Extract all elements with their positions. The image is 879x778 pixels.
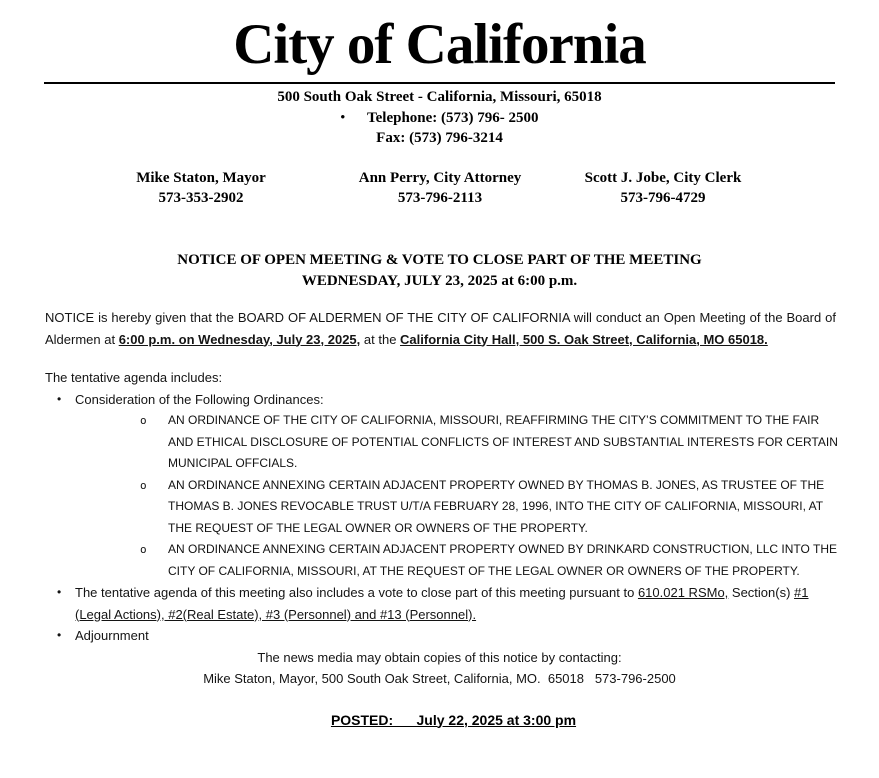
posted-line	[0, 712, 879, 728]
meeting-datetime: 6:00 p.m. on Wednesday, July 23, 2025,	[118, 331, 361, 347]
notice-heading-line1: NOTICE OF OPEN MEETING & VOTE TO CLOSE PART OF THE MEETING	[177, 252, 702, 268]
officials-row	[0, 168, 879, 210]
posted-date: POSTED: July 22, 2025 at 3:00 pm	[330, 711, 577, 728]
header-divider	[44, 82, 835, 84]
agenda-bullet-text: Consideration of the Following Ordinances:	[75, 391, 324, 407]
ordinance-text: AN ORDINANCE ANNEXING CERTAIN ADJACENT PROPERTY OWNED BY DRINKARD CONSTRUCTION, LLC INTO THE CITY OF CALIFORNIA, MISSOURI, AT THE REQUEST OF THE LEGAL OWNER OR OWNERS OF THE PROPERTY.	[168, 542, 837, 578]
official-phone: 573-353-2902	[158, 190, 244, 206]
notice-heading-line2: WEDNESDAY, JULY 23, 2025 at 6:00 p.m.	[301, 273, 578, 289]
official-name: Scott J. Jobe, City Clerk	[584, 170, 742, 186]
ordinance-text: AN ORDINANCE OF THE CITY OF CALIFORNIA, MISSOURI, REAFFIRMING THE CITY’S COMMITMENT TO THE FAIR AND ETHICAL DISCLOSURE OF POTENTIAL CONFLICTS OF INTEREST AND SUBSTANTIAL INTERESTS FOR CERTAIN MUNICIPAL OFFCIALS.	[168, 413, 838, 470]
bullet-icon: •	[57, 628, 62, 642]
official-phone: 573-796-2113	[397, 190, 483, 206]
bullet-icon: •	[340, 109, 346, 124]
closed-session-text: Section(s)	[728, 585, 795, 600]
media-contact-details: Mike Staton, Mayor, 500 South Oak Street, California, MO. 65018 573-796-2500	[203, 671, 676, 686]
ordinance-item	[140, 539, 843, 582]
paragraph-text: NOTICE is hereby given that the BOARD OF ALDERMEN OF THE CITY OF CALIFORNIA will conduct an Open Meeting of the Board of Aldermen at	[45, 310, 836, 347]
city-title: City of California	[233, 13, 646, 76]
official-mayor	[136, 168, 266, 208]
fax-number: Fax: (573) 796-3214	[376, 130, 503, 146]
paragraph-text: at the	[360, 331, 401, 347]
agenda-intro: The tentative agenda includes:	[45, 370, 223, 385]
circle-bullet-icon: o	[140, 543, 147, 556]
circle-bullet-icon: o	[140, 414, 147, 427]
bullet-icon: •	[57, 585, 62, 599]
official-city-attorney	[359, 168, 521, 208]
ordinance-item	[140, 475, 843, 540]
circle-bullet-icon: o	[140, 478, 147, 492]
ordinance-text: AN ORDINANCE ANNEXING CERTAIN ADJACENT PROPERTY OWNED BY THOMAS B. JONES, AS TRUSTEE OF THE THOMAS B. JONES REVOCABLE TRUST U/T/A FEBRUARY 28, 1996, INTO THE CITY OF CALIFORNIA, MISSOURI, AT THE REQUEST OF THE LEGAL OWNER OR OWNERS OF THE PROPERTY.	[168, 477, 825, 535]
statute-reference: 610.021 RSMo,	[637, 585, 729, 600]
statute-sections: #1 (Legal Actions), #2(Real Estate), #3 (Personnel) and #13 (Personnel).	[75, 585, 809, 622]
meeting-location: California City Hall, 500 S. Oak Street, California, MO 65018.	[400, 331, 768, 347]
agenda-bullet-closed-session	[57, 582, 836, 625]
notice-paragraph	[45, 307, 836, 350]
adjournment-text: Adjournment	[75, 628, 149, 643]
closed-session-text: The tentative agenda of this meeting also includes a vote to close part of this meeting pursuant to	[75, 585, 638, 600]
media-contact-intro: The news media may obtain copies of this notice by contacting:	[257, 649, 622, 665]
official-phone: 573-796-4729	[620, 190, 706, 206]
telephone-line	[0, 107, 879, 128]
official-name: Ann Perry, City Attorney	[358, 170, 522, 186]
bullet-icon: •	[57, 391, 62, 406]
agenda-bullet-ordinances	[57, 389, 836, 411]
ordinance-item	[140, 410, 843, 475]
official-city-clerk	[585, 168, 742, 208]
letterhead-address-block	[0, 87, 879, 148]
street-address: 500 South Oak Street - California, Missouri, 65018	[277, 89, 602, 105]
agenda-bullet-adjournment	[57, 625, 836, 647]
telephone-number: Telephone: (573) 796- 2500	[367, 110, 539, 126]
official-name: Mike Staton, Mayor	[136, 170, 266, 186]
notice-heading	[0, 250, 879, 292]
